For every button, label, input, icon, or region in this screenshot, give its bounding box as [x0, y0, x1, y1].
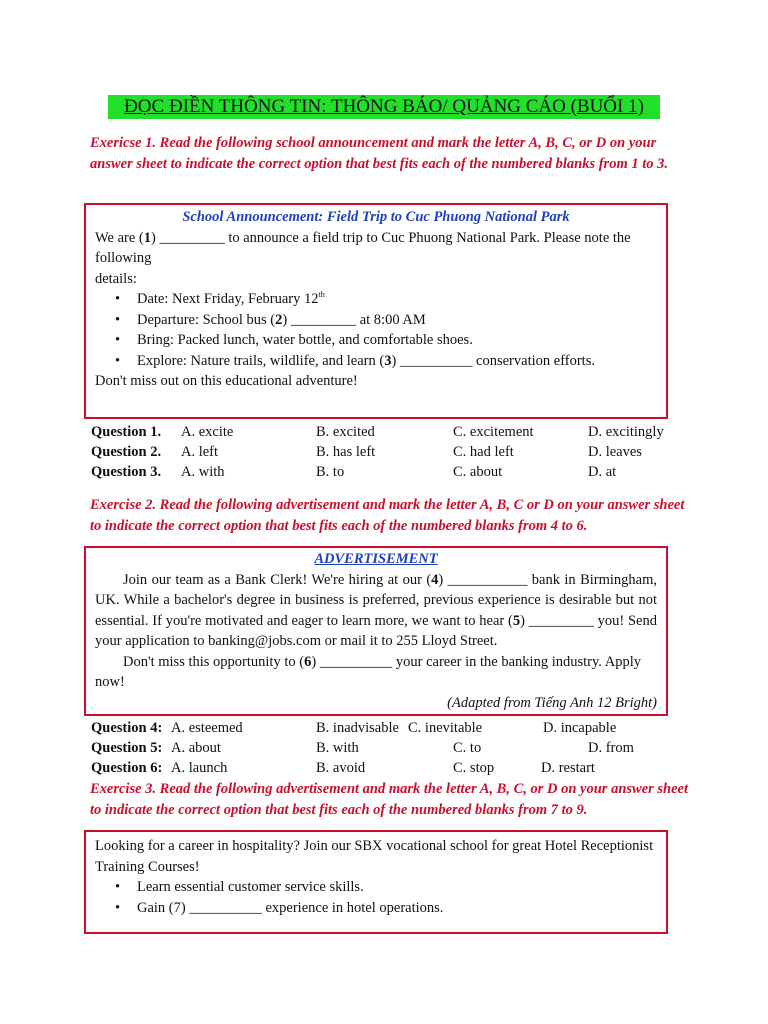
- option-c: C. had left: [453, 444, 514, 460]
- announcement-details-label: details:: [95, 270, 137, 287]
- option-d: D. from: [588, 740, 634, 756]
- option-d: D. restart: [541, 760, 595, 776]
- option-d: D. leaves: [588, 444, 642, 460]
- advertisement-box: [84, 546, 668, 716]
- option-a: A. excite: [181, 424, 234, 440]
- question-label: Question 1.: [91, 424, 162, 440]
- option-c: C. about: [453, 464, 503, 480]
- exercise-2-instruction: Exercise 2. Read the following advertisement and mark the letter A, B, C or D on your answer sheet to indicate the correct option that best fits each of the numbered blanks from 4 to 6.: [90, 497, 685, 534]
- list-item: • Gain (7) __________ experience in hotel operations.: [95, 898, 657, 919]
- option-a: A. left: [181, 444, 219, 460]
- option-c: C. stop: [453, 760, 495, 776]
- advertisement-paragraph-2: Don't miss this opportunity to (6) __________ your career in the banking industry. Apply now!: [95, 653, 641, 690]
- option-a: A. esteemed: [171, 720, 243, 736]
- hospitality-ad-list: [95, 877, 657, 918]
- option-b: B. avoid: [316, 760, 366, 776]
- list-item: • Bring: Packed lunch, water bottle, and comfortable shoes.: [95, 330, 657, 351]
- question-label: Question 3.: [91, 464, 162, 480]
- question-label: Question 2.: [91, 444, 162, 460]
- hospitality-ad-box: [84, 830, 668, 934]
- question-row: [91, 462, 691, 482]
- list-item: • Departure: School bus (2) _________ at 8:00 AM: [95, 310, 657, 331]
- announcement-intro: We are (1) _________ to announce a field trip to Cuc Phuong National Park. Please note the following: [95, 229, 631, 266]
- announcement-box: [84, 203, 668, 419]
- list-item: • Explore: Nature trails, wildlife, and learn (3) __________ conservation efforts.: [95, 351, 657, 372]
- advertisement-source: (Adapted from Tiếng Anh 12 Bright): [447, 694, 657, 711]
- exercise-1-instruction: Exericse 1. Read the following school announcement and mark the letter A, B, C, or D on your answer sheet to indicate the correct option that best fits each of the numbered blanks from 1 to 3.: [90, 135, 668, 172]
- question-row: [91, 422, 691, 442]
- option-b: B. with: [316, 740, 359, 756]
- announcement-details-list: [95, 289, 657, 371]
- exercise-3-instruction: Exercise 3. Read the following advertisement and mark the letter A, B, C, or D on your answer sheet to indicate the correct option that best fits each of the numbered blanks from 7 to 9.: [90, 781, 689, 818]
- option-a: A. launch: [171, 760, 228, 776]
- question-label: Question 5:: [91, 740, 163, 756]
- option-c: C. excitement: [453, 424, 534, 440]
- question-row: [91, 738, 691, 758]
- question-row: [91, 718, 691, 738]
- option-b: B. to: [316, 464, 345, 480]
- option-d: D. excitingly: [588, 424, 664, 440]
- question-row: [91, 442, 691, 462]
- question-label: Question 4:: [91, 720, 163, 736]
- announcement-title: School Announcement: Field Trip to Cuc Phuong National Park: [182, 209, 570, 225]
- option-d: D. incapable: [543, 720, 617, 736]
- advertisement-paragraph-1: Join our team as a Bank Clerk! We're hiring at our (4) ___________ bank in Birmingham, UK. While a bachelor's degree in business is preferred, previous experience is desirable but not essential. If you're motivated and eager to learn more, we want to hear (5) _________ you! Send your application to banking@jobs.com or mail it to 255 Lloyd Street.: [95, 571, 657, 649]
- option-b: B. inadvisable: [316, 720, 399, 736]
- question-row: [91, 758, 691, 778]
- option-b: B. has left: [316, 444, 376, 460]
- announcement-closing: Don't miss out on this educational adventure!: [95, 373, 358, 389]
- page-title: ĐỌC ĐIỀN THÔNG TIN: THÔNG BÁO/ QUẢNG CÁO (BUỔI 1): [108, 95, 660, 119]
- question-label: Question 6:: [91, 760, 163, 776]
- option-d: D. at: [588, 464, 617, 480]
- list-item: • Date: Next Friday, February 12th: [95, 289, 657, 310]
- hospitality-ad-intro: Looking for a career in hospitality? Join our SBX vocational school for great Hotel Receptionist Training Courses!: [95, 838, 654, 875]
- option-c: C. to: [453, 740, 482, 756]
- option-c: C. inevitable: [408, 720, 483, 736]
- list-item: • Learn essential customer service skills.: [95, 877, 657, 898]
- option-a: A. about: [171, 740, 221, 756]
- option-b: B. excited: [316, 424, 375, 440]
- advertisement-title: ADVERTISEMENT: [314, 551, 438, 567]
- option-a: A. with: [181, 464, 225, 480]
